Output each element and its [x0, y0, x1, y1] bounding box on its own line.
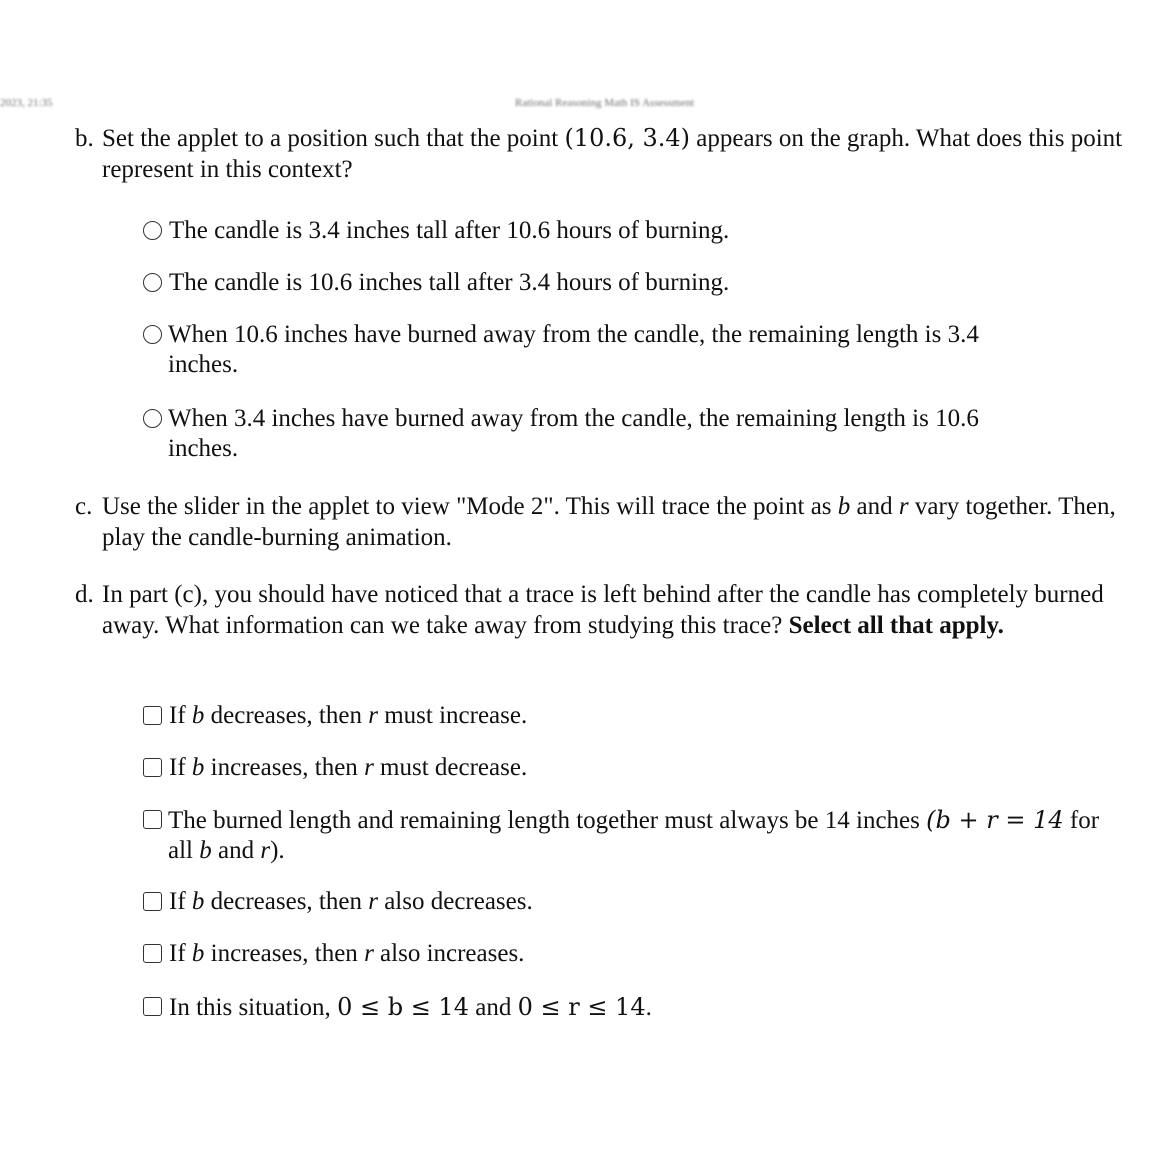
option-label: When 3.4 inches have burned away from the candle, the remaining length is 10.6 inches. — [168, 405, 979, 462]
opt-text: increases, then — [204, 940, 365, 967]
opt-text: also decreases. — [377, 888, 533, 915]
option-label — [169, 753, 1128, 783]
opt-text: increases, then — [204, 754, 365, 781]
radio-button-icon[interactable] — [143, 409, 162, 428]
opt-text: In this situation, — [169, 994, 338, 1021]
checkbox-option-4[interactable] — [143, 887, 1128, 917]
option-label — [169, 701, 1128, 731]
part-c-text-1: Use the slider in the applet to view "Mode 2". This will trace the point as — [102, 493, 838, 520]
variable-r: r — [368, 702, 378, 729]
checkbox-option-1[interactable] — [143, 701, 1128, 731]
part-d-prompt — [102, 579, 1135, 641]
opt-text: If — [169, 940, 192, 967]
variable-b: b — [191, 940, 205, 967]
question-part-c — [75, 491, 1135, 553]
radio-option-1[interactable] — [143, 216, 1128, 246]
part-letter-b: b. — [75, 125, 94, 152]
opt-text: and — [468, 994, 518, 1021]
variable-r: r — [368, 888, 378, 915]
checkbox-option-2[interactable] — [143, 753, 1128, 783]
opt-text: The burned length and remaining length together must always be 14 inches — [168, 807, 927, 834]
radio-button-icon[interactable] — [143, 325, 162, 344]
header-title: Rational Reasoning Math IS Assessment — [515, 97, 695, 109]
point-coordinates: (10.6, 3.4) — [564, 124, 691, 152]
variable-b: b — [191, 754, 205, 781]
checkbox-icon[interactable] — [143, 810, 162, 829]
inequality-r: 0 ≤ r ≤ 14 — [517, 993, 646, 1021]
opt-text: must decrease. — [373, 754, 528, 781]
checkbox-icon[interactable] — [143, 758, 162, 777]
part-c-text-2: and — [850, 493, 899, 520]
opt-text: ). — [270, 837, 285, 864]
header-timestamp: 2023, 21:35 — [0, 97, 53, 109]
part-c-text-3: vary together. Then, play the candle-burning animation. — [102, 493, 1116, 551]
page-header — [0, 96, 1170, 110]
radio-button-icon[interactable] — [143, 273, 162, 292]
option-label — [169, 887, 1128, 917]
part-b-prompt-end: appears on the graph. What does this point represent in this context? — [102, 125, 1123, 183]
checkbox-option-6[interactable] — [143, 992, 1128, 1023]
radio-option-3[interactable] — [143, 320, 1048, 380]
part-c-prompt — [102, 491, 1135, 553]
opt-text: also increases. — [373, 940, 525, 967]
option-label: The candle is 3.4 inches tall after 10.6 hours of burning. — [169, 217, 730, 244]
part-b-prompt — [102, 123, 1135, 185]
select-all-instruction: Select all that apply. — [788, 612, 1004, 639]
opt-text: and — [211, 837, 261, 864]
option-label — [169, 992, 1128, 1023]
radio-option-2[interactable] — [143, 268, 1128, 298]
variable-b: b — [191, 702, 205, 729]
checkbox-icon[interactable] — [143, 892, 162, 911]
opt-text: must increase. — [377, 702, 528, 729]
variable-b: b — [191, 888, 205, 915]
variable-r: r — [364, 940, 374, 967]
option-label: The candle is 10.6 inches tall after 3.4 hours of burning. — [169, 269, 730, 296]
variable-r: r — [364, 754, 374, 781]
checkbox-icon[interactable] — [143, 997, 162, 1016]
variable-r: r — [898, 493, 909, 520]
variable-b: b — [837, 493, 851, 520]
checkbox-icon[interactable] — [143, 944, 162, 963]
inequality-b: 0 ≤ b ≤ 14 — [337, 993, 469, 1021]
opt-text: decreases, then — [204, 888, 369, 915]
radio-option-4[interactable] — [143, 404, 1048, 464]
part-d-text: In part (c), you should have noticed that a trace is left behind after the candle has completely burned away. What information can we take away from studying this trace? — [102, 581, 1104, 639]
option-label — [169, 939, 1128, 969]
checkbox-option-5[interactable] — [143, 939, 1128, 969]
opt-text: decreases, then — [204, 702, 369, 729]
opt-text: If — [169, 888, 192, 915]
checkbox-icon[interactable] — [143, 706, 162, 725]
part-b-prompt-start: Set the applet to a position such that the point — [102, 125, 565, 152]
variable-b: b — [199, 837, 212, 864]
part-letter-d: d. — [75, 581, 94, 608]
opt-text: . — [645, 994, 652, 1021]
option-label: When 10.6 inches have burned away from the candle, the remaining length is 3.4 inches. — [168, 321, 979, 378]
part-letter-c: c. — [75, 493, 93, 520]
question-part-b — [75, 123, 1135, 185]
variable-r: r — [260, 837, 271, 864]
radio-button-icon[interactable] — [143, 221, 162, 240]
option-label — [168, 805, 1128, 866]
opt-text: for all — [168, 807, 1100, 864]
question-part-d — [75, 579, 1135, 641]
sum-equation: (b + r = 14 — [926, 806, 1064, 834]
checkbox-option-3[interactable] — [143, 805, 1128, 866]
opt-text: If — [169, 754, 192, 781]
opt-text: If — [169, 702, 192, 729]
